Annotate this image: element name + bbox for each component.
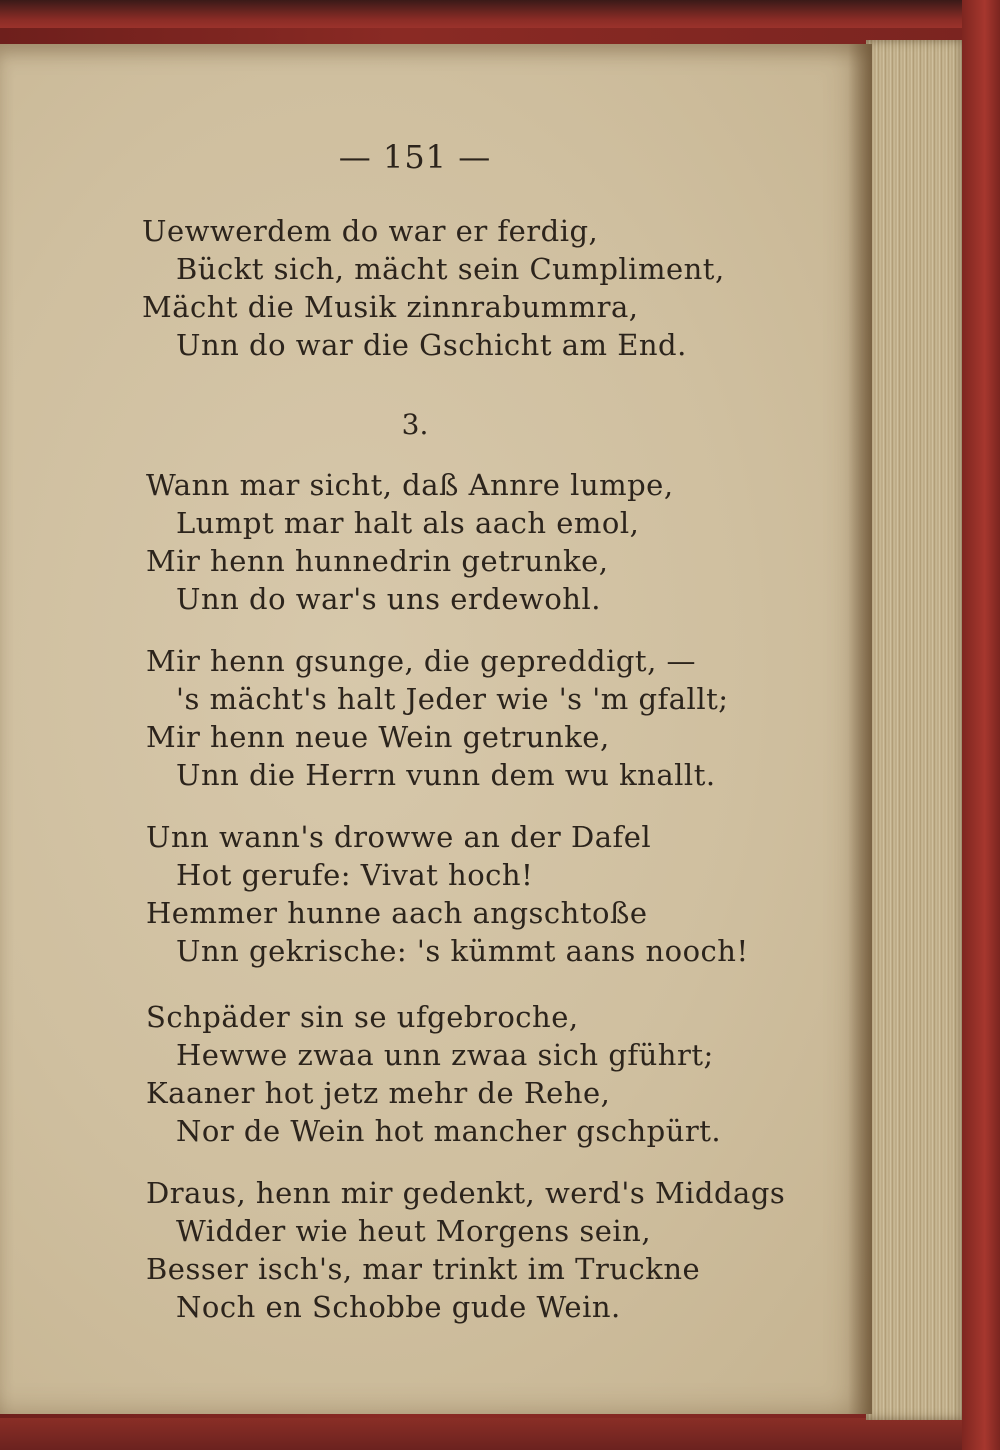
poem-line: Kaaner hot jetz mehr de Rehe, [146,1076,611,1110]
poem-line: Unn gekrische: 's kümmt aans nooch! [176,934,749,968]
poem-line: Nor de Wein hot mancher gschpürt. [176,1114,722,1148]
poem-line: Widder wie heut Morgens sein, [176,1214,652,1248]
page-number: — 151 — [338,138,492,176]
page-edges [866,40,962,1420]
cover-edge-top [0,0,1000,28]
page-gutter-shadow [848,44,872,1414]
poem-line: Wann mar sicht, daß Annre lumpe, [146,468,674,502]
poem-line: Unn wann's drowwe an der Dafel [146,820,652,854]
poem-line: Hot gerufe: Vivat hoch! [176,858,534,892]
poem-line: Bückt sich, mächt sein Cumpliment, [176,252,725,286]
poem-line: Mächt die Musik zinnrabummra, [142,290,639,324]
poem-line: Besser isch's, mar trinkt im Truckne [146,1252,701,1286]
cover-edge-right [962,0,1000,1450]
poem-line: Hewwe zwaa unn zwaa sich gführt; [176,1038,714,1072]
poem-line: 's mächt's halt Jeder wie 's 'm gfallt; [176,682,729,716]
poem-line: Hemmer hunne aach angschtoße [146,896,648,930]
poem-line: Unn do war's uns erdewohl. [176,582,601,616]
section-number: 3. [401,408,429,441]
poem-line: Lumpt mar halt als aach emol, [176,506,640,540]
poem-line: Unn die Herrn vunn dem wu knallt. [176,758,716,792]
poem-line: Noch en Schobbe gude Wein. [176,1290,621,1324]
poem-line: Unn do war die Gschicht am End. [176,328,687,362]
poem-line: Mir henn gsunge, die gepreddigt, — [146,644,697,678]
poem-line: Mir henn hunnedrin getrunke, [146,544,609,578]
cover-edge-bottom [0,1418,1000,1450]
poem-line: Draus, henn mir gedenkt, werd's Middags [146,1176,786,1210]
poem-line: Uewwerdem do war er ferdig, [142,214,599,248]
poem-line: Mir henn neue Wein getrunke, [146,720,610,754]
poem-line: Schpäder sin se ufgebroche, [146,1000,579,1034]
